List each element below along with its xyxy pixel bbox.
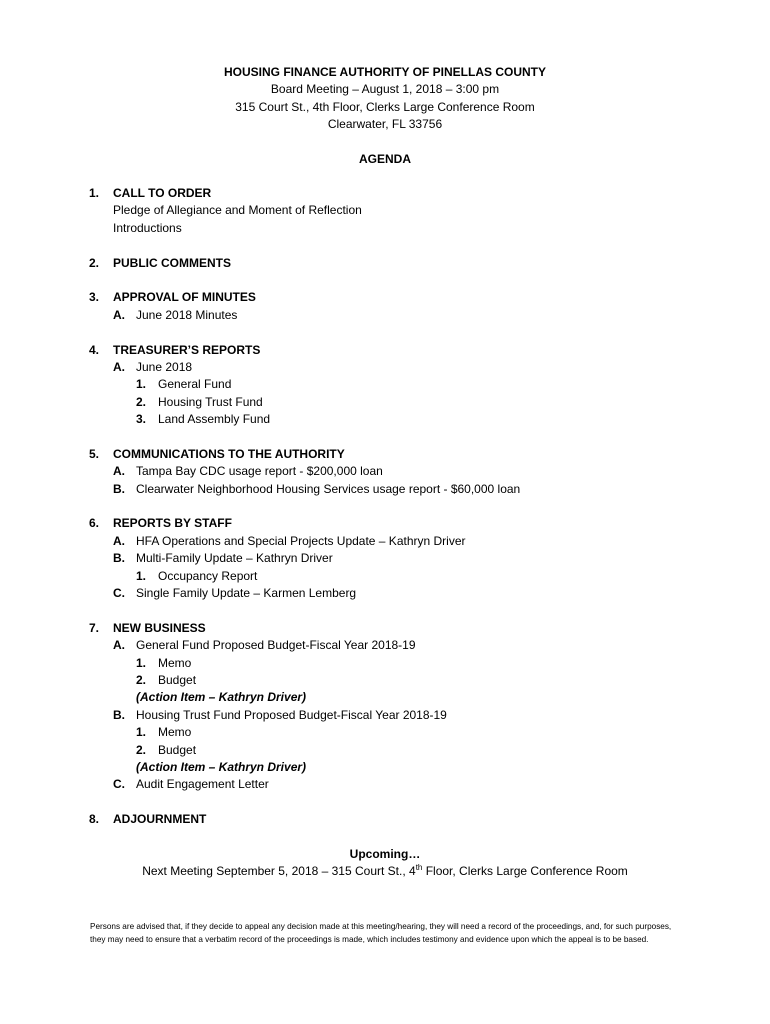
agenda-section <box>89 620 729 794</box>
subitem-number: 3. <box>136 412 147 427</box>
agenda-row <box>89 585 729 602</box>
item-letter: A. <box>113 638 125 653</box>
agenda-row <box>89 342 729 359</box>
agenda-section <box>89 342 729 429</box>
agenda-row <box>89 707 729 724</box>
section-title: APPROVAL OF MINUTES <box>113 290 256 305</box>
subitem-text: Budget <box>158 672 197 687</box>
agenda-section <box>89 289 729 324</box>
agenda-row <box>89 637 729 654</box>
subitem-number: 2. <box>136 742 147 757</box>
item-text: Multi-Family Update – Kathryn Driver <box>136 551 333 566</box>
city-line: Clearwater, FL 33756 <box>327 117 443 132</box>
next-meeting-line <box>0 863 770 880</box>
legal-notice: Persons are advised that, if they decide to appeal any decision made at this meeting/hearing, they will need a record of the proceedings, and, for such purposes, they may need to ensure that a verbatim record of the proceedings is made, which includes testimony and evidence upon which the appeal is to be based. <box>90 922 672 944</box>
subitem-text: Housing Trust Fund <box>158 394 263 409</box>
agenda-row <box>89 515 729 532</box>
agenda-row <box>89 620 729 637</box>
item-letter: C. <box>113 585 125 600</box>
agenda-row <box>89 689 729 706</box>
section-number: 8. <box>89 812 100 827</box>
subitem-number: 2. <box>136 672 147 687</box>
section-number: 5. <box>89 446 100 461</box>
section-number: 1. <box>89 186 100 200</box>
subitem-text: General Fund <box>158 377 232 392</box>
item-text: Audit Engagement Letter <box>136 777 269 792</box>
item-letter: A. <box>113 307 125 322</box>
agenda-row <box>89 202 729 219</box>
agenda-row <box>89 255 729 272</box>
item-text: Clearwater Neighborhood Housing Services usage report - $60,000 loan <box>136 481 521 496</box>
agenda-row <box>89 359 729 376</box>
next-meeting-text-end: Floor, Clerks Large Conference Room <box>422 864 628 879</box>
item-letter: B. <box>113 551 125 566</box>
agenda-row <box>89 289 729 306</box>
item-text: June 2018 <box>136 359 193 374</box>
section-line: Pledge of Allegiance and Moment of Reflection <box>113 203 362 218</box>
agenda-row <box>89 533 729 550</box>
subitem-text: Budget <box>158 742 197 757</box>
subitem-number: 1. <box>136 377 147 392</box>
section-title: CALL TO ORDER <box>113 186 212 200</box>
item-letter: A. <box>113 464 125 479</box>
agenda-row <box>89 446 729 463</box>
action-item-note: (Action Item – Kathryn Driver) <box>136 690 307 705</box>
upcoming-heading: Upcoming… <box>349 847 421 861</box>
agenda-row <box>89 411 729 428</box>
item-letter: A. <box>113 359 125 374</box>
subitem-number: 1. <box>136 725 147 740</box>
agenda-row <box>89 724 729 741</box>
address-line: 315 Court St., 4th Floor, Clerks Large Conference Room <box>235 99 535 114</box>
agenda-row <box>89 550 729 567</box>
upcoming-block <box>0 846 770 881</box>
agenda-section <box>89 515 729 602</box>
document-header <box>0 64 770 134</box>
subitem-number: 1. <box>136 655 147 670</box>
agenda-section <box>89 255 729 272</box>
meeting-line: Board Meeting – August 1, 2018 – 3:00 pm <box>270 82 500 97</box>
action-item-note: (Action Item – Kathryn Driver) <box>136 759 307 774</box>
section-number: 2. <box>89 255 100 270</box>
agenda-list <box>89 185 729 846</box>
item-text: HFA Operations and Special Projects Update – Kathryn Driver <box>136 533 466 548</box>
agenda-heading: AGENDA <box>358 152 411 166</box>
item-letter: C. <box>113 777 125 792</box>
ordinal-suffix: th <box>415 863 423 873</box>
section-number: 7. <box>89 620 100 635</box>
agenda-row <box>89 307 729 324</box>
section-number: 3. <box>89 290 100 305</box>
section-number: 6. <box>89 516 100 531</box>
item-letter: B. <box>113 707 125 722</box>
item-text: Single Family Update – Karmen Lemberg <box>136 585 357 600</box>
section-title: NEW BUSINESS <box>113 620 206 635</box>
item-text: Tampa Bay CDC usage report - $200,000 loan <box>136 464 383 479</box>
item-letter: B. <box>113 481 125 496</box>
subitem-number: 1. <box>136 568 147 583</box>
agenda-row <box>89 672 729 689</box>
agenda-row <box>89 463 729 480</box>
item-text: Housing Trust Fund Proposed Budget-Fiscal Year 2018-19 <box>136 707 447 722</box>
agenda-row <box>89 776 729 793</box>
section-title: ADJOURNMENT <box>113 812 207 827</box>
agenda-section <box>89 811 729 828</box>
section-title: REPORTS BY STAFF <box>113 516 232 531</box>
item-letter: A. <box>113 533 125 548</box>
agenda-row <box>89 759 729 776</box>
agenda-section <box>89 185 729 237</box>
section-title: PUBLIC COMMENTS <box>113 255 231 270</box>
agenda-row <box>89 568 729 585</box>
item-text: June 2018 Minutes <box>136 307 238 322</box>
agenda-row <box>89 742 729 759</box>
section-line: Introductions <box>113 220 182 235</box>
agenda-row <box>89 481 729 498</box>
subitem-text: Memo <box>158 725 192 740</box>
subitem-number: 2. <box>136 394 147 409</box>
section-title: TREASURER’S REPORTS <box>113 342 261 357</box>
agenda-row <box>89 811 729 828</box>
organization-title: HOUSING FINANCE AUTHORITY OF PINELLAS COUNTY <box>223 65 546 79</box>
section-title: COMMUNICATIONS TO THE AUTHORITY <box>113 446 345 461</box>
agenda-row <box>89 185 729 202</box>
section-number: 4. <box>89 342 100 357</box>
item-text: General Fund Proposed Budget-Fiscal Year 2018-19 <box>136 638 416 653</box>
subitem-text: Memo <box>158 655 192 670</box>
subitem-text: Land Assembly Fund <box>158 412 271 427</box>
agenda-section <box>89 446 729 498</box>
agenda-row <box>89 376 729 393</box>
agenda-row <box>89 220 729 237</box>
agenda-row <box>89 394 729 411</box>
agenda-row <box>89 655 729 672</box>
next-meeting-text: Next Meeting September 5, 2018 – 315 Court St., 4 <box>142 864 416 879</box>
subitem-text: Occupancy Report <box>158 568 258 583</box>
